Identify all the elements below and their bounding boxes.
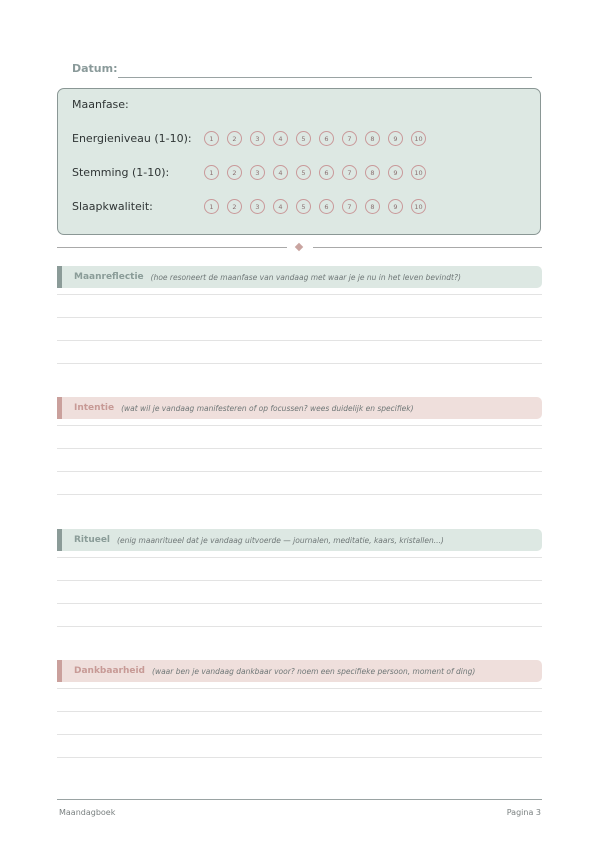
section-title: Maanreflectie: [74, 272, 144, 282]
section-header: [57, 397, 542, 419]
scale-option[interactable]: 1: [204, 165, 219, 180]
scale-option[interactable]: 9: [388, 165, 403, 180]
moon-phase-label: Maanfase:: [72, 98, 129, 111]
scale-option[interactable]: 1: [204, 199, 219, 214]
date-label: Datum:: [72, 62, 118, 75]
section-header: [57, 660, 542, 682]
writing-line[interactable]: [57, 494, 542, 495]
date-row: [72, 62, 532, 80]
footer-book-title: Maandagboek: [59, 808, 116, 817]
scale-option[interactable]: 5: [296, 131, 311, 146]
scale-option[interactable]: 7: [342, 131, 357, 146]
diamond-ornament: [295, 243, 303, 251]
scale-option[interactable]: 6: [319, 199, 334, 214]
scale-option[interactable]: 6: [319, 131, 334, 146]
writing-line[interactable]: [57, 448, 542, 449]
divider-right: [313, 247, 542, 248]
scale-option[interactable]: 5: [296, 165, 311, 180]
writing-line[interactable]: [57, 626, 542, 627]
scale-option[interactable]: 10: [411, 165, 426, 180]
section-header: [57, 266, 542, 288]
sleep-label: Slaapkwaliteit:: [72, 200, 153, 213]
scale-option[interactable]: 2: [227, 165, 242, 180]
scale-option[interactable]: 8: [365, 165, 380, 180]
section-accent-bar: [57, 397, 62, 419]
divider-left: [57, 247, 287, 248]
section-dankbaarheid: [57, 660, 542, 682]
section-ritueel: [57, 529, 542, 551]
section-intentie: [57, 397, 542, 419]
writing-line[interactable]: [57, 688, 542, 689]
scale-option[interactable]: 2: [227, 131, 242, 146]
scale-option[interactable]: 9: [388, 199, 403, 214]
section-hint: (waar ben je vandaag dankbaar voor? noem een specifieke persoon, moment of ding): [152, 666, 476, 676]
scale-option[interactable]: 1: [204, 131, 219, 146]
scale-option[interactable]: 4: [273, 165, 288, 180]
scale-option[interactable]: 3: [250, 199, 265, 214]
writing-line[interactable]: [57, 340, 542, 341]
mood-label: Stemming (1-10):: [72, 166, 170, 179]
section-title: Ritueel: [74, 535, 111, 545]
scale-option[interactable]: 10: [411, 199, 426, 214]
writing-line[interactable]: [57, 580, 542, 581]
scale-option[interactable]: 6: [319, 165, 334, 180]
writing-line[interactable]: [57, 603, 542, 604]
scale-option[interactable]: 4: [273, 131, 288, 146]
writing-line[interactable]: [57, 711, 542, 712]
section-title: Intentie: [74, 403, 115, 413]
section-hint: (hoe resoneert de maanfase van vandaag met waar je je nu in het leven bevindt?): [150, 272, 461, 282]
tracker-box: [57, 88, 541, 235]
scale-option[interactable]: 2: [227, 199, 242, 214]
scale-option[interactable]: 8: [365, 131, 380, 146]
section-title: Dankbaarheid: [74, 666, 146, 676]
sleep-scale: [204, 199, 434, 214]
scale-option[interactable]: 7: [342, 199, 357, 214]
scale-option[interactable]: 3: [250, 165, 265, 180]
scale-option[interactable]: 5: [296, 199, 311, 214]
section-accent-bar: [57, 529, 62, 551]
writing-line[interactable]: [57, 757, 542, 758]
energy-scale: [204, 131, 434, 146]
section-hint: (wat wil je vandaag manifesteren of op focussen? wees duidelijk en specifiek): [121, 403, 414, 413]
scale-option[interactable]: 7: [342, 165, 357, 180]
energy-label: Energieniveau (1-10):: [72, 132, 192, 145]
section-accent-bar: [57, 660, 62, 682]
scale-option[interactable]: 8: [365, 199, 380, 214]
scale-option[interactable]: 9: [388, 131, 403, 146]
date-input-line[interactable]: [118, 77, 532, 78]
writing-line[interactable]: [57, 734, 542, 735]
section-maanreflectie: [57, 266, 542, 288]
scale-option[interactable]: 4: [273, 199, 288, 214]
section-hint: (enig maanritueel dat je vandaag uitvoerde — journalen, meditatie, kaars, kristallen...): [117, 535, 444, 545]
writing-line[interactable]: [57, 363, 542, 364]
footer-page-number: Pagina 3: [506, 808, 541, 817]
footer-divider: [57, 799, 542, 800]
writing-line[interactable]: [57, 425, 542, 426]
writing-line[interactable]: [57, 557, 542, 558]
writing-line[interactable]: [57, 317, 542, 318]
section-header: [57, 529, 542, 551]
mood-scale: [204, 165, 434, 180]
writing-line[interactable]: [57, 471, 542, 472]
scale-option[interactable]: 10: [411, 131, 426, 146]
scale-option[interactable]: 3: [250, 131, 265, 146]
section-accent-bar: [57, 266, 62, 288]
writing-line[interactable]: [57, 294, 542, 295]
